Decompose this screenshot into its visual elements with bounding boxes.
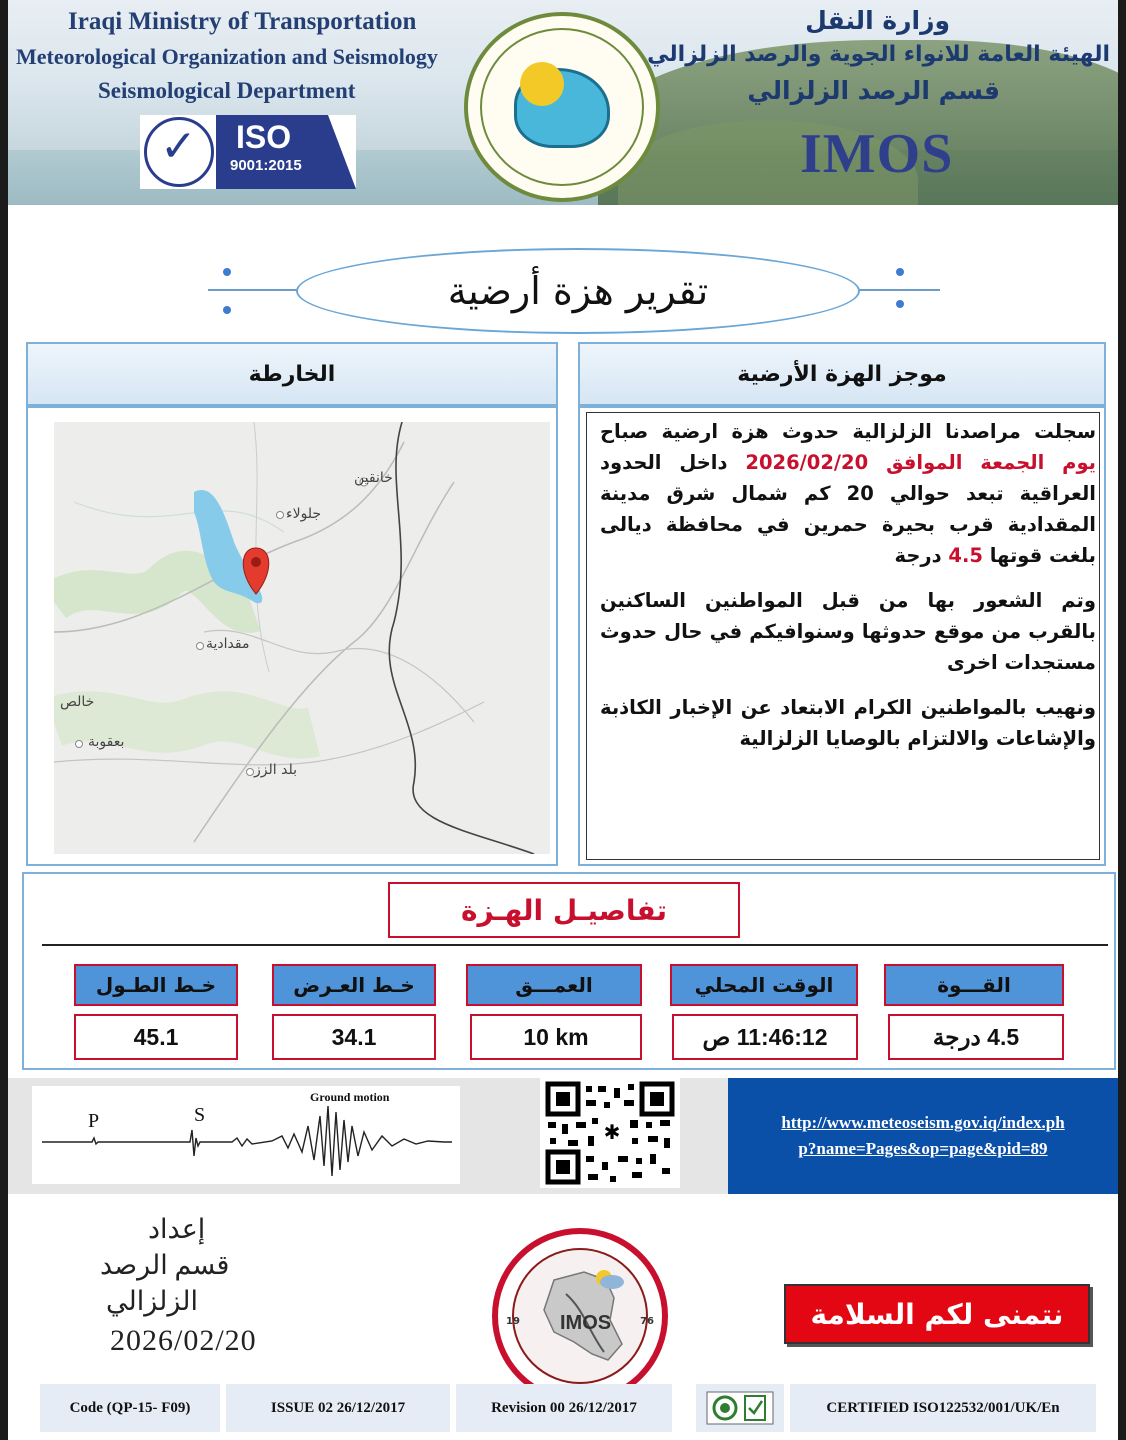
- decor-dot: [896, 268, 904, 276]
- prepared-by-label: إعداد: [148, 1214, 206, 1244]
- map-label-khalis: خالص: [60, 694, 95, 710]
- report-title: تقرير هزة أرضية: [447, 269, 709, 313]
- round-logo-year-left: 19: [506, 1316, 520, 1327]
- summary-paragraph-1: سجلت مراصدنا الزلزالية حدوث هزة ارضية صباح يوم الجمعة الموافق 2026/02/20 داخل الحدود العراقية تبعد حوالي 20 كم شمال شرق مدينة المقدادية قرب بحيرة حمرين في محافظة ديالى بلغت قوتها 4.5 درجة: [600, 420, 1096, 567]
- iso-number: 9001:2015: [230, 157, 302, 174]
- map-label-jalawla: جلولاء: [286, 506, 322, 522]
- footer-cert-logos: [696, 1384, 784, 1432]
- longitude-header: خـط الطـول: [74, 964, 238, 1006]
- round-logo-brand: IMOS: [560, 1312, 612, 1334]
- safety-banner: [784, 1284, 1090, 1344]
- event-magnitude: 4.5: [948, 544, 983, 567]
- safety-text: نتمنى لكم السلامة: [810, 1297, 1064, 1331]
- map-graphic: [54, 422, 550, 854]
- decor-dot: [896, 300, 904, 308]
- brand-logo-text: IMOS: [800, 123, 954, 185]
- organization-name-en: Meteorological Organization and Seismology: [16, 44, 438, 69]
- latitude-value: 34.1: [272, 1014, 436, 1060]
- certification-logos-icon: [705, 1390, 775, 1426]
- details-heading: تفاصيـل الهـزة: [460, 893, 668, 927]
- map-label-balad-ruz: بلد الزز: [254, 762, 297, 778]
- organization-seal-logo: [464, 12, 660, 202]
- footer-revision: Revision 00 26/12/2017: [456, 1384, 672, 1432]
- map-label-khanaqin: خانقين: [354, 470, 393, 486]
- summary-heading: موجز الهزة الأرضية: [737, 361, 947, 387]
- header-banner: [8, 0, 1118, 205]
- details-divider: [42, 944, 1108, 946]
- map-label-baqubah: بعقوبة: [88, 734, 125, 750]
- decor-dot: [223, 306, 231, 314]
- iso-certification-badge: [140, 115, 356, 189]
- local-time-value: 11:46:12 ص: [672, 1014, 858, 1060]
- seismogram-graphic: [32, 1086, 460, 1184]
- organization-name-ar: الهيئة العامة للانواء الجوية والرصد الزلزالي: [647, 42, 1110, 67]
- prepared-by-dept: قسم الرصد: [100, 1250, 230, 1280]
- depth-value: 10 km: [470, 1014, 642, 1060]
- event-date: 2026/02/20: [745, 451, 869, 474]
- summary-paragraph-3: ونهيب بالمواطنين الكرام الابتعاد عن الإخبار الكاذبة والإشاعات والالتزام بالوصايا الزلزالية: [600, 696, 1096, 750]
- p-wave-label: P: [88, 1110, 100, 1132]
- footer-code: Code (QP-15- F09): [40, 1384, 220, 1432]
- summary-text: [600, 416, 1096, 768]
- depth-header: العمـــق: [466, 964, 642, 1006]
- decor-dot: [223, 268, 231, 276]
- map-heading: الخارطة: [248, 361, 336, 387]
- qr-code-icon: [540, 1078, 680, 1188]
- svg-text:✱: ✱: [603, 1120, 621, 1144]
- magnitude-header: القـــوة: [884, 964, 1064, 1006]
- longitude-value: 45.1: [74, 1014, 238, 1060]
- map-label-muqdadiya: مقدادية: [206, 636, 250, 652]
- event-day: يوم الجمعة الموافق: [886, 451, 1096, 474]
- sun-icon: [520, 62, 564, 106]
- prepared-by-dept-2: الزلزالي: [106, 1286, 198, 1316]
- qr-code[interactable]: [540, 1078, 680, 1188]
- imos-round-logo: [492, 1228, 668, 1404]
- footer-issue: ISSUE 02 26/12/2017: [226, 1384, 450, 1432]
- website-link-line-2[interactable]: p?name=Pages&op=page&pid=89: [798, 1139, 1048, 1158]
- department-name-ar: قسم الرصد الزلزالي: [747, 76, 1000, 105]
- summary-paragraph-2: وتم الشعور بها من قبل المواطنين الساكنين بالقرب من موقع حدوثها وسنوافيكم في حال حدوث مستجدات اخرى: [600, 589, 1096, 674]
- map-panel-header: [26, 342, 558, 406]
- summary-panel-header: [578, 342, 1106, 406]
- round-logo-year-right: 76: [640, 1316, 654, 1327]
- epicenter-map[interactable]: [54, 422, 550, 854]
- ground-motion-label: Ground motion: [310, 1090, 390, 1104]
- report-page: [8, 0, 1118, 1440]
- details-title-frame: [388, 882, 740, 938]
- footer-certified: CERTIFIED ISO122532/001/UK/En: [790, 1384, 1096, 1432]
- ministry-name-ar: وزارة النقل: [805, 6, 950, 35]
- magnitude-value: 4.5 درجة: [888, 1014, 1064, 1060]
- department-name-en: Seismological Department: [98, 78, 356, 103]
- report-title-frame: [296, 248, 860, 334]
- checkmark-icon: ✓: [160, 121, 197, 172]
- seismogram-wave: [32, 1086, 460, 1184]
- iso-label: ISO: [236, 119, 292, 155]
- s-wave-label: S: [194, 1104, 206, 1126]
- local-time-header: الوقت المحلي: [670, 964, 858, 1006]
- ministry-name-en: Iraqi Ministry of Transportation: [68, 8, 417, 35]
- website-link-line-1[interactable]: http://www.meteoseism.gov.iq/index.ph: [781, 1113, 1065, 1132]
- website-link-box: [728, 1078, 1118, 1194]
- prepared-date: 2026/02/20: [110, 1324, 257, 1357]
- latitude-header: خـط العـرض: [272, 964, 436, 1006]
